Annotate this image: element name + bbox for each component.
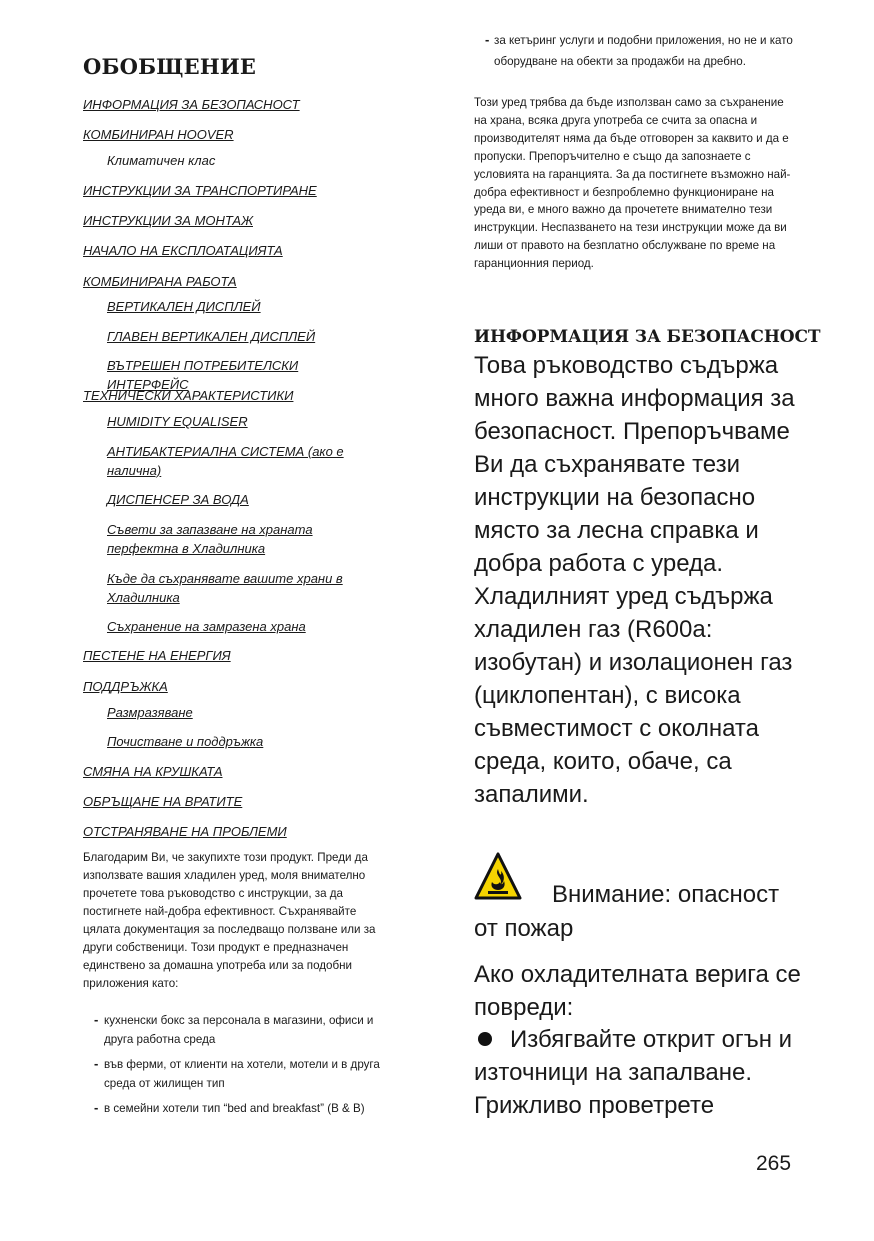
toc-link-hoover-combined[interactable]: КОМБИНИРАН HOOVER [83,127,234,142]
intro-bullet [94,1055,394,1093]
toc-link-food-storage[interactable]: Къде да съхранявате вашите храни в Хладилника [107,571,343,605]
fire-warning-text: Внимание: опасност от пожар [474,881,780,942]
toc-link-start-operation[interactable]: НАЧАЛО НА ЕКСПЛОАТАЦИЯТА [83,243,283,258]
toc-link-bulb-replacement[interactable]: СМЯНА НА КРУШКАТА [83,764,223,779]
toc-link-door-reversal[interactable]: ОБРЪЩАНЕ НА ВРАТИТЕ [83,794,243,809]
bullet-dash: - [94,1100,99,1115]
catering-bullet-text: за кетъринг услуги и подобни приложения, но не и като оборудване на обекти за продажби на дребно. [494,34,793,68]
intro-bullet-text: кухненски бокс за персонала в магазини, офиси и друга работна среда [104,1014,374,1046]
bullet-dot [478,1032,492,1046]
toc-title: ОБОБЩЕНИЕ [83,54,257,79]
intro-paragraph: Благодарим Ви, че закупихте този продукт. Преди да използвате вашия хладилен уред, моля внимателно прочетете това ръководство с инструкции, за да постигнете най-добра ефективност. Съхранявайте цялата документация за последващо ползване или за други собственици. Този продукт е предназначен единствено за домашна употреба или за подобни приложения като: [83,851,376,990]
usage-paragraph: Този уред трябва да бъде използван само за съхранение на храна, всяка друга употреба се счита за опасна и производителят няма да бъде отговорен за каквито и да е пропуски. Препоръчително е също да запознаете с условията на гаранцията. За да постигнете възможно най-добра ефективност и безпроблемно функциониране на уреда ви, е много важно да прочетете внимателно тези инструкции. Неспазването на тези инструкции може да ви лиши от правото на безплатно обслужване по време на гаранционния период. [474,96,791,271]
catering-bullet [485,31,794,72]
toc-link-vertical-display[interactable]: ВЕРТИКАЛЕН ДИСПЛЕЙ [107,299,261,314]
toc-link-climate-class[interactable]: Климатичен клас [107,153,216,168]
safety-heading: ИНФОРМАЦИЯ ЗА БЕЗОПАСНОСТ [474,327,821,347]
intro-bullet-text: в семейни хотели тип “bed and breakfast” (B & B) [104,1102,365,1115]
intro-bullet-text: във ферми, от клиенти на хотели, мотели и в друга среда от жилищен тип [104,1058,380,1090]
circuit-bullet [474,1023,804,1122]
intro-bullet [94,1099,394,1118]
toc-link-transport[interactable]: ИНСТРУКЦИИ ЗА ТРАНСПОРТИРАНЕ [83,183,317,198]
toc-link-tech-specs[interactable]: ТЕХНИЧЕСКИ ХАРАКТЕРИСТИКИ [83,388,294,403]
toc-link-internal-ui[interactable]: ВЪТРЕШЕН ПОТРЕБИТЕЛСКИ ИНТЕРФЕЙС [107,358,299,392]
safety-body: Това ръководство съдържа много важна информация за безопасност. Препоръчваме Ви да съхранявате тези инструкции на безопасно място за лесна справка и добра работа с уреда. Хладилният уред съдържа хладилен газ (R600a: изобутан) и изолационен газ (циклопентан), с висока съвместимост с околната среда, които, обаче, са запалими. [474,352,795,808]
toc-link-frozen-food[interactable]: Съхранение на замразена храна [107,619,306,634]
toc-link-safety-info[interactable]: ИНФОРМАЦИЯ ЗА БЕЗОПАСНОСТ [83,97,300,112]
toc-link-maintenance[interactable]: ПОДДРЪЖКА [83,679,168,694]
toc-link-troubleshooting[interactable]: ОТСТРАНЯВАНЕ НА ПРОБЛЕМИ [83,824,287,839]
toc-link-antibacterial[interactable]: АНТИБАКТЕРИАЛНА СИСТЕМА (ако е налична) [107,444,344,478]
toc-link-combined-operation[interactable]: КОМБИНИРАНА РАБОТА [83,274,237,289]
toc-link-main-vertical-display[interactable]: ГЛАВЕН ВЕРТИКАЛЕН ДИСПЛЕЙ [107,329,316,344]
toc-link-defrosting[interactable]: Размразяване [107,705,193,720]
bullet-dash: - [485,32,490,47]
bullet-dash: - [94,1012,99,1027]
page-number: 265 [756,1152,792,1175]
circuit-damage-text: Ако охладителната верига се повреди: [474,961,801,1021]
toc-link-humidity-equaliser[interactable]: HUMIDITY EQUALISER [107,414,248,429]
toc-link-water-dispenser[interactable]: ДИСПЕНСЕР ЗА ВОДА [107,492,249,507]
intro-bullet [94,1011,400,1049]
toc-link-installation[interactable]: ИНСТРУКЦИИ ЗА МОНТАЖ [83,213,253,228]
circuit-bullet-text: Избягвайте открит огън и източници на запалване. Грижливо проветрете [474,1026,793,1119]
toc-link-cleaning[interactable]: Почистване и поддръжка [107,734,264,749]
bullet-dash: - [94,1056,99,1071]
toc-link-energy-saving[interactable]: ПЕСТЕНЕ НА ЕНЕРГИЯ [83,648,231,663]
toc-link-food-tips[interactable]: Съвети за запазване на храната перфектна в Хладилника [107,522,313,556]
